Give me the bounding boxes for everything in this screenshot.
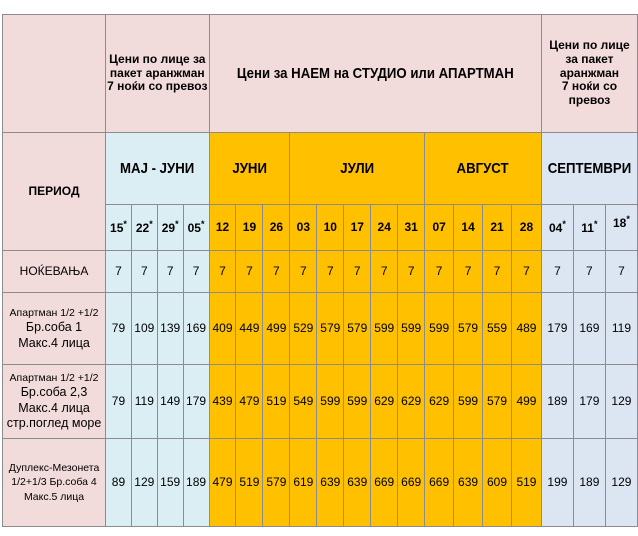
nights-cell: 7 bbox=[209, 251, 236, 293]
date-number: 29 bbox=[161, 221, 176, 236]
price-cell: 179 bbox=[573, 365, 605, 439]
date-number: 11 bbox=[581, 221, 594, 236]
price-cell: 409 bbox=[209, 293, 236, 365]
nights-cell: 7 bbox=[605, 251, 637, 293]
price-cell: 669 bbox=[425, 439, 454, 527]
date-number: 03 bbox=[296, 219, 311, 234]
nights-cell: 7 bbox=[157, 251, 183, 293]
price-table bbox=[2, 14, 638, 527]
price-cell: 199 bbox=[541, 439, 573, 527]
date-cell bbox=[344, 205, 371, 251]
nights-cell: 7 bbox=[541, 251, 573, 293]
price-cell: 499 bbox=[263, 293, 290, 365]
row-label-line: Макс.4 лица bbox=[18, 335, 90, 350]
package-header-line: за пакет bbox=[565, 51, 614, 66]
nights-cell: 7 bbox=[371, 251, 398, 293]
price-cell: 579 bbox=[344, 293, 371, 365]
date-number: 17 bbox=[350, 219, 364, 234]
date-number: 15 bbox=[110, 221, 124, 236]
date-number: 22 bbox=[135, 221, 150, 236]
package-header-line: Цени по лице bbox=[549, 38, 630, 52]
price-cell: 159 bbox=[157, 439, 183, 527]
date-number: 14 bbox=[461, 219, 475, 234]
package-header-line: превоз bbox=[568, 93, 611, 108]
price-cell: 79 bbox=[106, 365, 132, 439]
price-cell: 619 bbox=[290, 439, 317, 527]
price-cell: 179 bbox=[183, 365, 209, 439]
package-header-line: аранжман bbox=[559, 65, 619, 80]
row-label-line: Макс.4 лица bbox=[18, 400, 90, 415]
price-cell: 529 bbox=[290, 293, 317, 365]
month-maj-juni bbox=[106, 133, 209, 205]
date-cell bbox=[573, 205, 605, 251]
row-label bbox=[3, 293, 106, 365]
asterisk-mark: * bbox=[149, 219, 153, 230]
date-number: 12 bbox=[215, 219, 230, 234]
month-juni bbox=[209, 133, 290, 205]
price-cell: 599 bbox=[344, 365, 371, 439]
row-label-line: 1/2+1/3 Бр.соба 4 bbox=[11, 476, 97, 489]
date-cell bbox=[605, 205, 637, 251]
price-cell: 189 bbox=[573, 439, 605, 527]
price-cell: 109 bbox=[131, 293, 157, 365]
package-header-line: пакет аранжман bbox=[109, 65, 205, 80]
date-number: 19 bbox=[242, 219, 257, 234]
price-cell: 439 bbox=[209, 365, 236, 439]
date-cell bbox=[290, 205, 317, 251]
row-label bbox=[3, 439, 106, 527]
asterisk-mark: * bbox=[200, 219, 205, 230]
month-avgust bbox=[425, 133, 542, 205]
price-cell: 629 bbox=[371, 365, 398, 439]
price-cell: 119 bbox=[605, 293, 637, 365]
nights-row bbox=[3, 251, 638, 293]
date-number: 18 bbox=[613, 216, 627, 231]
price-cell: 579 bbox=[454, 293, 483, 365]
month-juli bbox=[290, 133, 425, 205]
asterisk-mark: * bbox=[593, 219, 598, 230]
date-number: 04 bbox=[548, 221, 563, 236]
price-cell: 519 bbox=[512, 439, 542, 527]
date-number: 24 bbox=[377, 219, 391, 234]
date-number: 26 bbox=[269, 219, 284, 234]
nights-cell: 7 bbox=[317, 251, 344, 293]
nights-label: НОЌЕВАЊА bbox=[3, 251, 106, 293]
asterisk-mark: * bbox=[626, 214, 630, 225]
date-number: 28 bbox=[519, 219, 534, 234]
price-cell: 189 bbox=[541, 365, 573, 439]
price-cell: 629 bbox=[398, 365, 425, 439]
nights-cell: 7 bbox=[573, 251, 605, 293]
month-label: ЈУЛИ bbox=[340, 159, 375, 177]
date-cell bbox=[236, 205, 263, 251]
nights-cell: 7 bbox=[344, 251, 371, 293]
price-cell: 169 bbox=[183, 293, 209, 365]
nights-cell: 7 bbox=[183, 251, 209, 293]
nights-cell: 7 bbox=[454, 251, 483, 293]
price-cell: 519 bbox=[236, 439, 263, 527]
nights-cell: 7 bbox=[398, 251, 425, 293]
price-cell: 599 bbox=[371, 293, 398, 365]
nights-cell: 7 bbox=[290, 251, 317, 293]
asterisk-mark: * bbox=[175, 219, 179, 230]
date-cell bbox=[183, 205, 209, 251]
nights-cell: 7 bbox=[106, 251, 132, 293]
date-cell bbox=[483, 205, 512, 251]
date-number: 31 bbox=[404, 219, 418, 234]
price-cell: 139 bbox=[157, 293, 183, 365]
period-label: ПЕРИОД bbox=[3, 133, 106, 251]
price-cell: 669 bbox=[398, 439, 425, 527]
package-header-line: 7 ноќи со превоз bbox=[107, 79, 208, 94]
date-cell bbox=[398, 205, 425, 251]
price-cell: 149 bbox=[157, 365, 183, 439]
row-label-line: Дуплекс-Мезонета bbox=[8, 462, 100, 475]
price-cell: 609 bbox=[483, 439, 512, 527]
date-cell bbox=[157, 205, 183, 251]
nights-cell: 7 bbox=[131, 251, 157, 293]
price-cell: 479 bbox=[236, 365, 263, 439]
price-cell: 129 bbox=[605, 439, 637, 527]
price-cell: 639 bbox=[454, 439, 483, 527]
price-cell: 519 bbox=[263, 365, 290, 439]
date-cell bbox=[263, 205, 290, 251]
month-septemvri bbox=[541, 133, 637, 205]
price-cell: 599 bbox=[398, 293, 425, 365]
month-label: СЕПТЕМВРИ bbox=[547, 159, 632, 177]
date-cell bbox=[425, 205, 454, 251]
price-cell: 479 bbox=[209, 439, 236, 527]
row-label-line: стр.поглед море bbox=[6, 416, 102, 431]
price-cell: 189 bbox=[183, 439, 209, 527]
nights-cell: 7 bbox=[425, 251, 454, 293]
corner-empty-cell bbox=[3, 15, 106, 133]
price-cell: 639 bbox=[344, 439, 371, 527]
price-cell: 129 bbox=[605, 365, 637, 439]
package-price-header-right bbox=[541, 15, 637, 133]
price-cell: 89 bbox=[106, 439, 132, 527]
date-cell bbox=[454, 205, 483, 251]
price-cell: 579 bbox=[483, 365, 512, 439]
nights-cell: 7 bbox=[263, 251, 290, 293]
price-cell: 669 bbox=[371, 439, 398, 527]
nights-cell: 7 bbox=[512, 251, 542, 293]
price-cell: 579 bbox=[317, 293, 344, 365]
row-label-line: Бр.соба 1 bbox=[25, 319, 83, 334]
table-row bbox=[3, 439, 638, 527]
table-row bbox=[3, 365, 638, 439]
price-cell: 489 bbox=[512, 293, 542, 365]
package-header-line: 7 ноќи со bbox=[561, 79, 618, 94]
price-cell: 179 bbox=[541, 293, 573, 365]
table-row bbox=[3, 293, 638, 365]
price-cell: 579 bbox=[263, 439, 290, 527]
month-label: ЈУНИ bbox=[232, 159, 267, 177]
row-label-line: Апартман 1/2 +1/2 bbox=[9, 306, 99, 319]
price-cell: 629 bbox=[425, 365, 454, 439]
package-price-header-left bbox=[106, 15, 209, 133]
price-cell: 499 bbox=[512, 365, 542, 439]
month-label: МАЈ - ЈУНИ bbox=[120, 159, 195, 177]
date-number: 05 bbox=[187, 221, 201, 236]
date-cell bbox=[541, 205, 573, 251]
price-cell: 599 bbox=[454, 365, 483, 439]
date-cell bbox=[106, 205, 132, 251]
date-cell bbox=[512, 205, 542, 251]
price-cell: 599 bbox=[425, 293, 454, 365]
row-label-line: Апартман 1/2 +1/2 bbox=[9, 371, 99, 384]
rental-price-header bbox=[209, 15, 541, 133]
price-cell: 639 bbox=[317, 439, 344, 527]
date-cell bbox=[371, 205, 398, 251]
nights-cell: 7 bbox=[236, 251, 263, 293]
month-label: АВГУСТ bbox=[457, 159, 510, 177]
price-cell: 559 bbox=[483, 293, 512, 365]
package-header-line: Цени по лице за bbox=[109, 51, 206, 66]
date-cell bbox=[131, 205, 157, 251]
price-cell: 449 bbox=[236, 293, 263, 365]
price-cell: 169 bbox=[573, 293, 605, 365]
price-cell: 79 bbox=[106, 293, 132, 365]
date-number: 21 bbox=[490, 219, 504, 234]
price-cell: 119 bbox=[131, 365, 157, 439]
date-cell bbox=[209, 205, 236, 251]
date-number: 10 bbox=[323, 219, 337, 234]
date-number: 07 bbox=[432, 219, 446, 234]
asterisk-mark: * bbox=[562, 219, 566, 230]
date-cell bbox=[317, 205, 344, 251]
row-label-line: Бр.соба 2,3 bbox=[20, 385, 88, 400]
price-cell: 129 bbox=[131, 439, 157, 527]
nights-cell: 7 bbox=[483, 251, 512, 293]
row-label-line: Макс.5 лица bbox=[23, 490, 85, 503]
price-cell: 599 bbox=[317, 365, 344, 439]
row-label bbox=[3, 365, 106, 439]
asterisk-mark: * bbox=[123, 219, 127, 230]
price-cell: 549 bbox=[290, 365, 317, 439]
rental-header-text: Цени за НАЕМ на СТУДИО или АПАРТМАН bbox=[236, 64, 514, 82]
